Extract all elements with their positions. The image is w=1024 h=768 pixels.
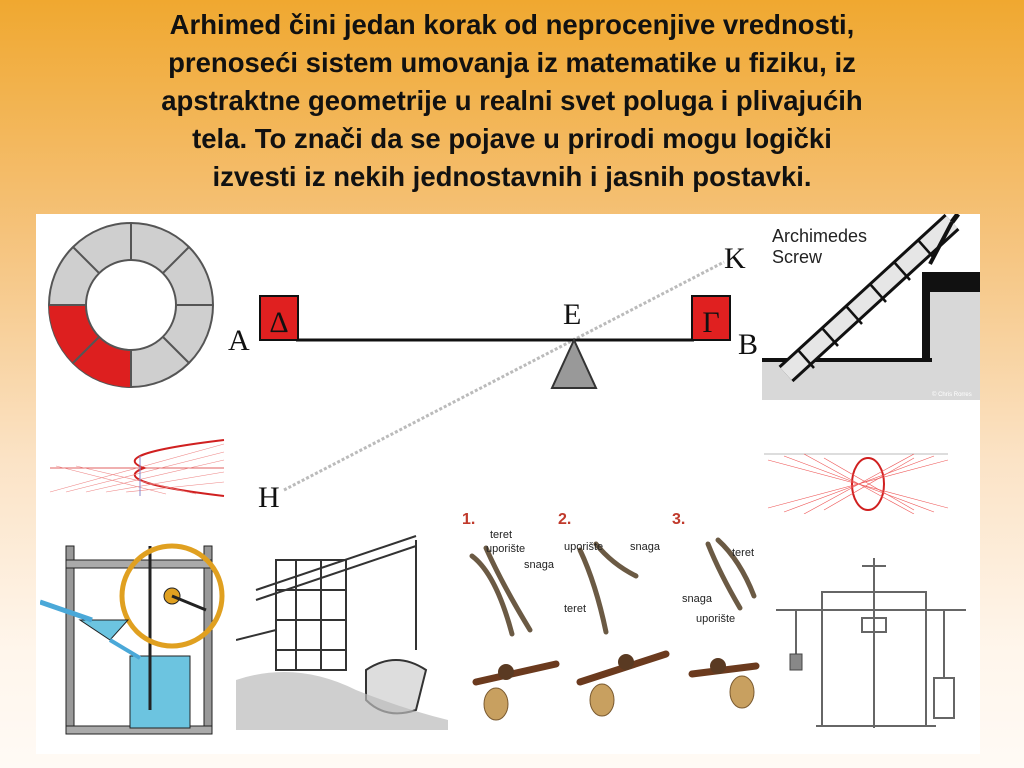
weight-gamma-label: Γ <box>702 306 720 339</box>
heading-line-2: prenoseći sistem umovanja iz matematike u fiziku, iz <box>168 47 856 78</box>
c1-snaga: snaga <box>524 559 554 571</box>
weight-delta-label: Δ <box>269 306 289 339</box>
c3-uporiste: uporište <box>696 613 736 625</box>
point-k-label: K <box>724 242 746 275</box>
illustration-panel <box>36 214 980 754</box>
balance-scale-icon <box>766 558 978 738</box>
point-a-label: A <box>228 324 250 357</box>
slide-heading <box>30 6 994 196</box>
point-b-label: B <box>738 328 759 361</box>
c2-teret: teret <box>564 603 587 615</box>
ship-claw-icon <box>236 520 448 730</box>
c3-teret: teret <box>732 547 755 559</box>
ring-segment-icon <box>44 220 220 390</box>
class-1-number: 1. <box>462 511 476 528</box>
c1-uporiste: uporište <box>486 543 526 555</box>
point-e-label: E <box>563 298 582 331</box>
lever-classes-icon <box>456 504 762 740</box>
parabola-diagram-icon <box>46 436 226 502</box>
class-3-number: 3. <box>672 511 686 528</box>
c3-snaga: snaga <box>682 593 712 605</box>
archimedes-screw-icon <box>762 214 980 400</box>
heading-line-5: izvesti iz nekih jednostavnih i jasnih postavki. <box>212 161 812 192</box>
point-h-label: H <box>258 481 280 514</box>
screw-credit: © Chris Rorres <box>932 392 972 398</box>
ellipse-reflection-icon <box>764 450 948 514</box>
screw-title-line1: Archimedes <box>772 226 868 246</box>
class-2-number: 2. <box>558 511 572 528</box>
screw-title-line2: Screw <box>772 247 823 267</box>
heading-line-4: tela. To znači da se pojave u prirodi mogu logički <box>192 123 832 154</box>
heading-line-3: apstraktne geometrije u realni svet poluga i plivajućih <box>161 85 863 116</box>
lever-diagram <box>224 232 764 522</box>
heading-line-1: Arhimed čini jedan korak od neprocenjive vrednosti, <box>169 9 855 40</box>
c2-uporiste: uporište <box>564 541 604 553</box>
c1-teret: teret <box>490 529 513 541</box>
c2-snaga: snaga <box>630 541 660 553</box>
water-wheel-icon <box>40 540 226 736</box>
